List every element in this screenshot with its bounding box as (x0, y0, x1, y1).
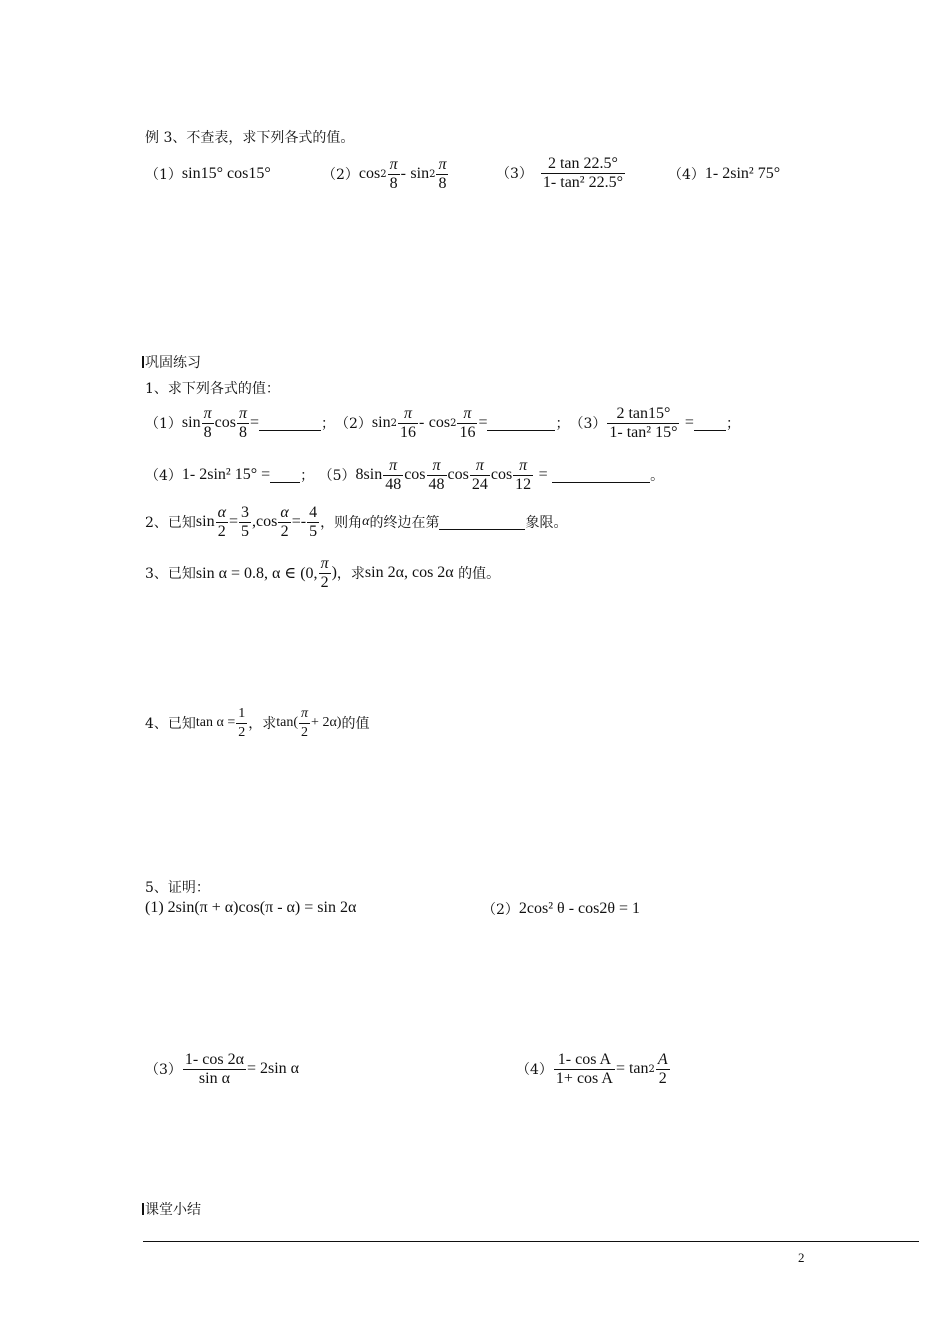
fraction (383, 457, 403, 494)
separator: ； (320, 416, 335, 432)
bullet-marker (142, 1203, 144, 1215)
prefix: 4、已知 (145, 716, 196, 732)
numerator: 1- cos 2α (184, 1050, 244, 1068)
exp: 2 (390, 417, 397, 429)
numerator: π (238, 404, 247, 422)
numerator: π (438, 155, 447, 173)
denominator: 1- tan² 22.5° (542, 173, 623, 191)
fraction (436, 156, 448, 193)
fraction (236, 705, 247, 742)
proof-4 (516, 1048, 671, 1090)
fraction (398, 405, 418, 442)
fraction (427, 457, 447, 494)
answer-blank[interactable] (270, 468, 300, 483)
numerator: A (657, 1050, 668, 1068)
numerator: π (427, 457, 447, 476)
fraction (457, 405, 477, 442)
heading-text: 巩固练习 (145, 355, 201, 371)
fraction (183, 1051, 246, 1088)
question-4 (145, 703, 369, 743)
label: （4） (668, 167, 705, 183)
numerator: π (470, 457, 490, 476)
func: sin (410, 165, 430, 182)
question-1: 1、求下列各式的值： (145, 381, 280, 397)
denominator: 8 (389, 174, 398, 192)
expr: 1- 2sin² 15° = (181, 466, 271, 483)
func: cos (428, 414, 451, 431)
fraction (541, 155, 625, 192)
numerator: α (280, 503, 289, 521)
denominator: 16 (459, 423, 476, 441)
op: - (400, 165, 406, 182)
denominator: 1- tan² 15° (609, 423, 678, 441)
numerator: π (383, 457, 403, 476)
denominator: 12 (515, 475, 532, 493)
expr: + 2α) (311, 715, 342, 730)
label: （1） (145, 416, 182, 432)
label: （3） (569, 416, 607, 432)
rhs: = 2sin α (246, 1060, 300, 1077)
numerator: 4 (309, 503, 318, 521)
section-heading (142, 1199, 201, 1219)
text: 象限。 (525, 515, 568, 531)
exp: 2 (429, 168, 436, 180)
fraction (237, 405, 249, 442)
fraction (554, 1051, 615, 1088)
numerator: π (389, 155, 398, 173)
denominator: 2 (320, 573, 329, 591)
exp: 2 (380, 168, 387, 180)
answer-blank[interactable] (552, 468, 650, 483)
fraction (656, 1051, 670, 1088)
q1-row-2 (145, 455, 664, 495)
label: （2） (482, 902, 519, 918)
expr: tan α = (195, 715, 236, 730)
numerator: 2 tan15° (607, 405, 679, 424)
fraction (202, 405, 214, 442)
numerator: π (398, 405, 418, 424)
label: （4） (145, 468, 182, 484)
answer-blank[interactable] (487, 416, 555, 431)
comma: , (252, 513, 257, 530)
func: cos (447, 466, 469, 483)
fraction (307, 504, 319, 541)
equals: = (684, 414, 694, 431)
numerator: 1- cos A (554, 1051, 615, 1070)
example-row (322, 155, 449, 193)
denominator: 2 (658, 1069, 667, 1087)
paren: ) (331, 564, 337, 581)
fraction (470, 457, 490, 494)
period: 。 (650, 468, 665, 484)
denominator: 5 (309, 522, 318, 540)
expr-4: 1- 2sin² 75° (704, 165, 781, 182)
text: ，求 (336, 566, 365, 582)
denominator: 8 (203, 423, 212, 441)
heading-text: 课堂小结 (145, 1202, 201, 1218)
denominator: 48 (385, 475, 402, 493)
label: （3） (145, 1062, 182, 1078)
proof-1: (1) 2sin(π + α)cos(π - α) = sin 2α (145, 899, 357, 916)
equals-negative: =- (291, 513, 307, 530)
denominator: sin α (198, 1069, 230, 1087)
denominator: 1+ cos A (555, 1069, 613, 1087)
numerator: 1 (236, 705, 247, 724)
footer-divider (143, 1241, 919, 1242)
numerator: π (457, 405, 477, 424)
denominator: 16 (399, 423, 416, 441)
fraction (607, 405, 679, 442)
q1-row-1 (145, 403, 740, 443)
fraction (513, 457, 533, 494)
fraction (319, 555, 331, 592)
page-number: 2 (798, 1250, 805, 1265)
equals: = (538, 466, 548, 483)
bullet-marker (142, 356, 144, 368)
text: ，求 (248, 716, 277, 732)
expr: 2cos² θ - cos2θ = 1 (518, 900, 641, 917)
expr: sin α = 0.8, α ∈ (0, (195, 565, 318, 582)
func: sin (195, 513, 215, 530)
op: - (418, 414, 425, 431)
denominator: 8 (438, 174, 447, 192)
func: cos (256, 513, 278, 530)
denominator: 24 (471, 475, 488, 493)
numerator: π (299, 705, 310, 724)
label: （4） (516, 1062, 553, 1078)
denominator: 48 (428, 475, 445, 493)
fraction (388, 156, 400, 193)
equals: = (478, 414, 488, 431)
text: 的值 (341, 716, 370, 732)
numerator: π (513, 457, 533, 476)
denominator: 5 (241, 522, 250, 540)
expr: sin 2α, cos 2α (364, 564, 454, 581)
proof-3 (145, 1048, 299, 1090)
func: cos (490, 466, 513, 483)
equals: = (249, 414, 259, 431)
fraction (216, 504, 228, 541)
question-2 (145, 502, 567, 542)
expr-1: sin15° cos15° (181, 165, 271, 182)
alpha: α (362, 514, 370, 529)
text: 的终边在第 (369, 515, 440, 531)
answer-blank[interactable] (694, 416, 726, 431)
prefix: 3、已知 (145, 566, 196, 582)
func: cos (214, 414, 236, 431)
question-5: 5、证明： (145, 880, 210, 896)
label: （1） (145, 167, 182, 183)
numerator: α (217, 503, 226, 521)
func: sin (181, 414, 201, 431)
denominator: 2 (217, 522, 226, 540)
func: cos (404, 466, 426, 483)
example-title: 例 3、不查表，求下列各式的值。 (145, 130, 355, 146)
denominator: 2 (280, 522, 289, 540)
rhs: = tan (615, 1060, 649, 1077)
func: 8sin (355, 466, 383, 483)
example-row (145, 155, 271, 193)
label: （2） (334, 416, 372, 432)
exp: 2 (648, 1063, 655, 1075)
proof-2 (482, 899, 640, 919)
text: 的值。 (458, 566, 501, 582)
answer-blank[interactable] (439, 515, 525, 530)
func: sin (371, 414, 391, 431)
text: ，则角 (320, 515, 363, 531)
example-row (496, 152, 626, 194)
example-row (668, 155, 780, 193)
numerator: 2 tan 22.5° (541, 155, 625, 174)
question-3 (145, 553, 500, 593)
fraction (299, 705, 310, 742)
answer-blank[interactable] (259, 416, 321, 431)
separator: ； (300, 468, 315, 484)
numerator: π (320, 554, 329, 572)
numerator: 3 (241, 503, 250, 521)
denominator: 8 (238, 423, 247, 441)
func: cos (358, 165, 381, 182)
denominator: 2 (238, 724, 246, 740)
exp: 2 (450, 417, 457, 429)
label: （3） (496, 166, 533, 182)
fraction (278, 504, 290, 541)
prefix: 2、已知 (145, 515, 196, 531)
label: （5） (318, 468, 356, 484)
section-heading (142, 352, 201, 372)
denominator: 2 (301, 724, 309, 740)
separator: ； (725, 416, 740, 432)
label: （2） (322, 167, 359, 183)
separator: ； (555, 416, 570, 432)
numerator: π (203, 404, 212, 422)
func: tan( (276, 715, 299, 730)
equals: = (229, 513, 239, 530)
fraction (239, 504, 251, 541)
